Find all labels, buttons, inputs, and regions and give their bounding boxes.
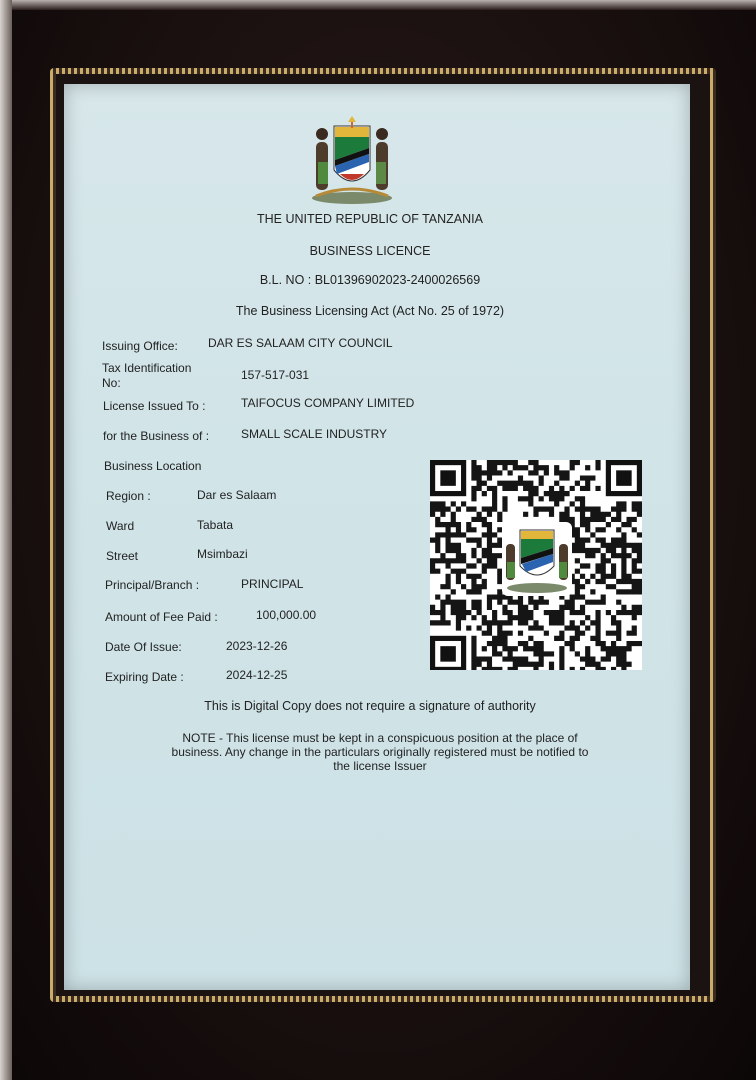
- expiry-date-value: 2024-12-25: [226, 668, 288, 682]
- coat-of-arms-icon: [306, 112, 398, 206]
- frame-edge-left: [0, 0, 12, 1080]
- licensing-act: The Business Licensing Act (Act No. 25 of 1972): [235, 304, 505, 318]
- ward-value: Tabata: [197, 518, 234, 532]
- tin-label: Tax Identification: [102, 361, 192, 375]
- street-label: Street: [106, 549, 139, 563]
- issued-to-label: License Issued To :: [103, 399, 206, 413]
- country-heading: THE UNITED REPUBLIC OF TANZANIA: [257, 212, 483, 226]
- branch-label: Principal/Branch :: [105, 578, 200, 592]
- tin-value: 157-517-031: [241, 368, 310, 382]
- qr-coat-of-arms-icon: [502, 522, 572, 596]
- document-title: BUSINESS LICENCE: [309, 244, 431, 258]
- note-line-2: business. Any change in the particulars originally registered must be notified to: [171, 745, 589, 759]
- region-label: Region :: [106, 489, 151, 503]
- expiry-date-label: Expiring Date :: [105, 670, 184, 684]
- business-value: SMALL SCALE INDUSTRY: [241, 427, 388, 441]
- digital-copy-note: This is Digital Copy does not require a signature of authority: [204, 699, 536, 713]
- business-location-heading: Business Location: [104, 459, 202, 473]
- issue-date-label: Date Of Issue:: [105, 640, 182, 654]
- issuing-office-label: Issuing Office:: [102, 339, 178, 353]
- frame-edge-top: [0, 0, 756, 10]
- licence-number: B.L. NO : BL01396902023-2400026569: [259, 273, 481, 287]
- issuing-office-value: DAR ES SALAAM CITY COUNCIL: [208, 336, 393, 350]
- note-line-3: the license Issuer: [333, 759, 427, 773]
- issue-date-value: 2023-12-26: [226, 639, 288, 653]
- ward-label: Ward: [106, 519, 135, 533]
- note-line-1: NOTE - This license must be kept in a conspicuous position at the place of: [182, 731, 578, 745]
- region-value: Dar es Salaam: [197, 488, 277, 502]
- tin-label-cont: No:: [102, 376, 121, 390]
- street-value: Msimbazi: [197, 547, 248, 561]
- branch-value: PRINCIPAL: [241, 577, 304, 591]
- fee-label: Amount of Fee Paid :: [105, 610, 218, 624]
- fee-value: 100,000.00: [256, 608, 317, 622]
- business-label: for the Business of :: [103, 429, 210, 443]
- issued-to-value: TAIFOCUS COMPANY LIMITED: [241, 396, 415, 410]
